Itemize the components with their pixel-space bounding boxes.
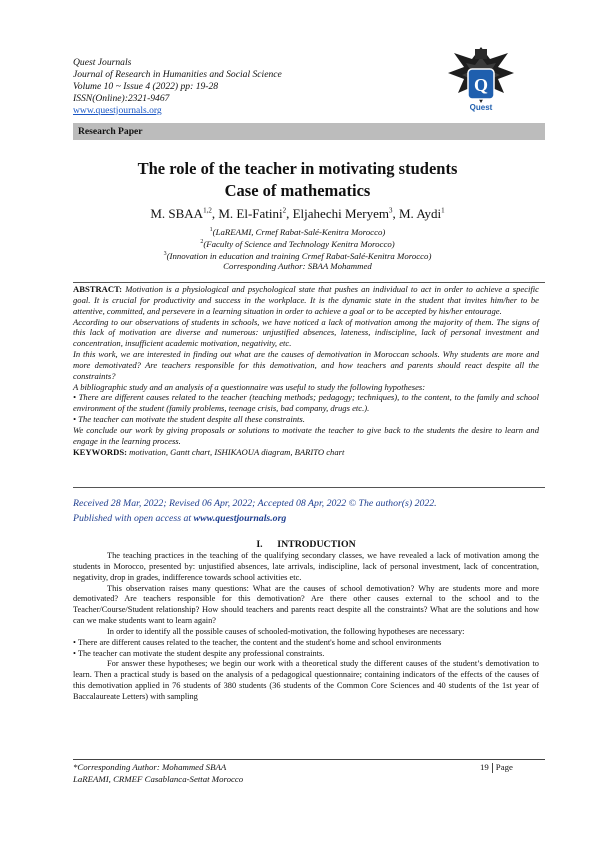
keywords-label: KEYWORDS: xyxy=(73,446,127,457)
paper-title-line2: Case of mathematics xyxy=(224,181,371,200)
introduction-body xyxy=(73,551,539,703)
abstract-p2: According to our observations of students in schools, we have noticed a lack of motivation among the majority of them. The signs of this lack of motivation are diverse and numerous: unjustified absences, lateness, indiscipline, lack of personal investment and concentration, insufficient academic motivation, negativity, etc. xyxy=(73,316,539,349)
open-access-link[interactable]: www.questjournals.org xyxy=(193,512,287,524)
abstract-p1: Motivation is a physiological and psychological state that pushes an individual to act in order to achieve a specific goal. It is crucial for productivity and success in the workplace. It is the dynamic state in the student that invites him/her to be attentive, committed, and persevere in a learning situation in order to achieve a goal or to be accepted by his/her entourage. xyxy=(73,284,540,316)
abstract-p4: A bibliographic study and an analysis of a questionnaire was useful to study the following hypotheses: xyxy=(73,381,426,392)
affiliation-2: $^2$(Faculty of Science and Technology Kenitra Morocco) xyxy=(200,238,395,249)
journal-name: Journal of Research in Humanities and Social Science xyxy=(73,69,282,80)
volume-line: Volume 10 ~ Issue 4 (2022) pp: 19-28 xyxy=(73,81,219,92)
author-sup: 3 xyxy=(389,206,393,215)
author-name: M. Aydi xyxy=(399,206,442,221)
author-name: Eljahechi Meryem xyxy=(292,206,389,221)
author-sup: 1 xyxy=(441,206,445,215)
page-number xyxy=(480,762,513,773)
corresponding-author: Corresponding Author: SBAA Mohammed xyxy=(223,261,372,271)
affiliation-1: $^1$(LaREAMI, Crmef Rabat-Salé-Kenitra Morocco) xyxy=(209,226,386,237)
abstract-p3: In this work, we are interested in finding out what are the causes of demotivation in Moroccan schools. Why students are more and more demotivated? Are teachers responsible for this demotivation, and how teachers and parents should react despite all the constraints? xyxy=(73,349,539,381)
abstract-bottom-rule xyxy=(73,487,545,488)
page-label: Page xyxy=(495,762,513,772)
author-sup: 1,2 xyxy=(203,206,212,215)
journal-header xyxy=(73,57,282,117)
paper-title-line1: The role of the teacher in motivating students xyxy=(137,159,458,178)
abstract-block xyxy=(73,284,539,458)
journal-website-link[interactable]: www.questjournals.org xyxy=(73,105,162,116)
abstract-top-rule xyxy=(73,282,545,283)
intro-paragraph-4: For answer these hypotheses; we begin our work with a theoretical study the different causes of the student’s demotivation to learn. Then a practical study is based on the analysis of a pedagogical questionnaire; containing indicators of the effects of the causes of this demotivation applied in 76 students of 380 students (36 students of the Common Core Sciences and 40 students of the 1st year of Baccalaureate Letters) with sampling xyxy=(73,659,539,701)
author-name: M. El-Fatini xyxy=(218,206,283,221)
issn-line: ISSN(Online):2321-9467 xyxy=(73,93,170,104)
intro-paragraph-2: This observation raises many questions: What are the causes of school demotivation? Why are students more and more demotivated? Are teachers responsible for this demotivation? Are there other causes external to the school and to the Teacher/Course/Student relationship? How should teachers and parents react despite all the constraints? What are the solutions and how can we make students want to learn again? xyxy=(73,583,539,626)
abstract-p7: We conclude our work by giving proposals or solutions to motivate the teacher to give back to the students the desire to learn and engage in the learning process. xyxy=(73,424,539,446)
footer-institution: LaREAMI, CRMEF Casablanca-Settat Morocco xyxy=(73,773,244,784)
footer-corresponding: *Corresponding Author: Mohammed SBAA xyxy=(73,762,227,772)
footer-rule xyxy=(73,759,545,760)
abstract-p6: • The teacher can motivate the student despite all these constraints. xyxy=(73,414,305,425)
authors-line: M. SBAA$^{1,2}$, M. El-Fatini$^2$, Eljahechi Meryem$^3$, M. Aydi$^1$ xyxy=(150,206,445,221)
abstract-p5: • There are different causes related to the teacher (teaching methods; pedagogy; techniques), to the content, to the family and school environment of the student (family problems, teenage crisis, bad company, drugs etc.). xyxy=(73,392,539,414)
abstract-label: ABSTRACT: xyxy=(73,284,123,294)
keywords: motivation, Gantt chart, ISHIKAOUA diagram, BARITO chart xyxy=(129,446,345,457)
intro-bullet-1: • There are different causes related to the teacher, the content and the student's home and school environments xyxy=(73,637,442,647)
author-sup: 2 xyxy=(282,206,287,215)
intro-paragraph-3: In order to identify all the possible causes of schooled-motivation, the following hypotheses are necessary: xyxy=(107,626,465,636)
section-heading-introduction: I. INTRODUCTION xyxy=(256,539,356,550)
author-name: M. SBAA xyxy=(150,206,204,221)
received-dates: Received 28 Mar, 2022; Revised 06 Apr, 2022; Accepted 08 Apr, 2022 © The author(s) 2022. xyxy=(73,498,437,509)
open-access-text: Published with open access at xyxy=(73,512,194,524)
intro-bullet-2: • The teacher can motivate the student despite any professional constraints. xyxy=(73,648,325,658)
publication-dates xyxy=(73,497,539,526)
affiliation-3: $^3$(Innovation in education and training Crmef Rabat-Salé-Kenitra Morocco) xyxy=(163,250,432,261)
quest-journals-logo-icon xyxy=(442,43,520,113)
research-paper-bar: Research Paper xyxy=(73,123,545,140)
logo-text: Quest xyxy=(469,103,493,112)
publisher-name: Quest Journals xyxy=(73,57,132,68)
footer-author xyxy=(73,762,243,785)
intro-paragraph-1: The teaching practices in the teaching of the qualifying secondary classes, we have revealed a lack of motivation among the students in Morocco, presented by: unjustified absences, late arrivals, indiscipline, lack of personal investment, lack of concentration, negativity, drop in grades, indifference towards school activities etc. xyxy=(73,551,539,582)
logo-letter: Q xyxy=(473,75,489,95)
page-number-value: 19 xyxy=(480,762,489,772)
